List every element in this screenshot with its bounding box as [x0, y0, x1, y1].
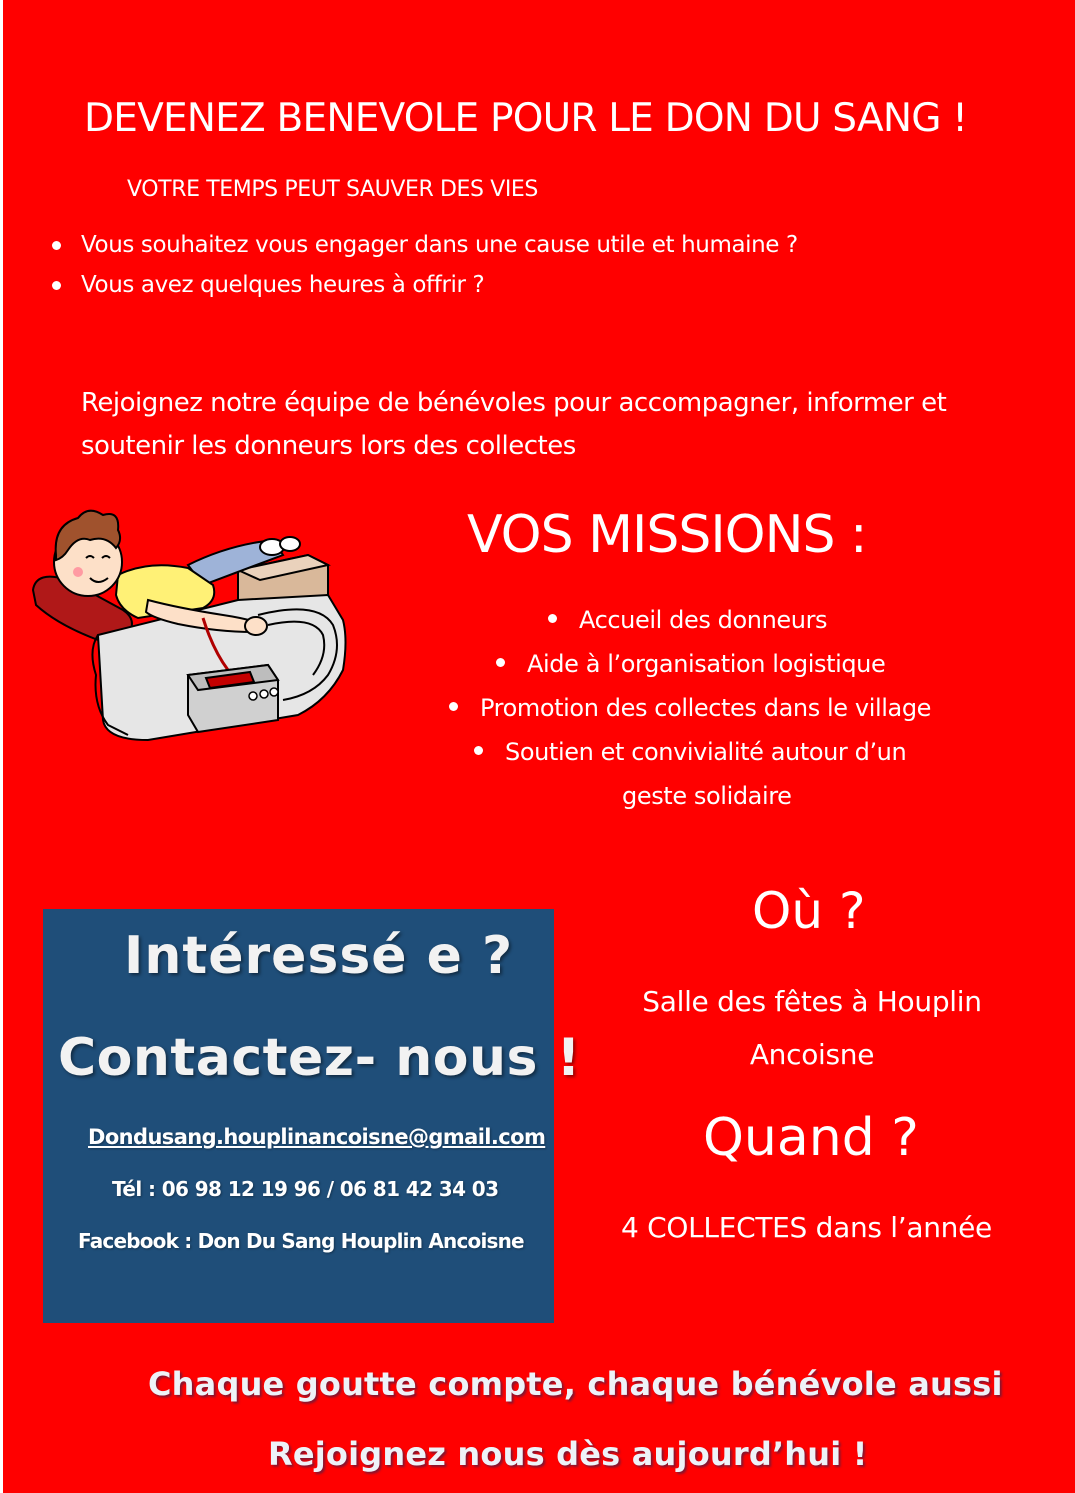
mission-item: [420, 644, 1000, 688]
when-title: Quand ?: [703, 1108, 919, 1168]
where-location-line: Salle des fêtes à Houplin: [642, 985, 982, 1018]
mission-text: Promotion des collectes dans le village: [480, 694, 932, 722]
page-title: DEVENEZ BENEVOLE POUR LE DON DU SANG !: [84, 96, 968, 141]
bullet-icon: [52, 241, 61, 250]
mission-item-continuation: [420, 776, 1000, 820]
bullet-icon: [474, 746, 483, 755]
intro-question-list: [48, 228, 798, 308]
blood-donor-icon: [28, 500, 358, 750]
mission-text: Soutien et convivialité autour d’un: [505, 738, 907, 766]
contact-heading-contact-us: Contactez- nous !: [58, 1028, 581, 1088]
blood-donor-illustration: [28, 500, 358, 754]
footer-slogan: Chaque goutte compte, chaque bénévole aussi: [148, 1365, 1003, 1403]
footer-call-to-action: Rejoignez nous dès aujourd’hui !: [268, 1435, 868, 1473]
contact-email-link[interactable]: Dondusang.houplinancoisne@gmail.com: [88, 1125, 546, 1149]
contact-facebook: Facebook : Don Du Sang Houplin Ancoisne: [78, 1229, 524, 1253]
mission-text: Accueil des donneurs: [579, 606, 828, 634]
mission-item: [420, 600, 1000, 644]
bullet-icon: [548, 614, 557, 623]
bullet-icon: [52, 281, 61, 290]
missions-list: [420, 600, 1000, 820]
missions-title: VOS MISSIONS :: [467, 505, 867, 565]
mission-text: geste solidaire: [622, 782, 792, 810]
contact-heading-interested: Intéressé e ?: [124, 926, 514, 986]
intro-question-item: [48, 228, 798, 268]
intro-question-text: Vous avez quelques heures à offrir ?: [81, 272, 485, 298]
mission-text: Aide à l’organisation logistique: [527, 650, 886, 678]
intro-question-item: [48, 268, 798, 308]
join-paragraph: Rejoignez notre équipe de bénévoles pour accompagner, informer et soutenir les donneurs lors des collectes: [81, 388, 947, 461]
bullet-icon: [496, 658, 505, 667]
when-text: 4 COLLECTES dans l’année: [621, 1211, 992, 1244]
bullet-icon: [449, 702, 458, 711]
contact-phone: Tél : 06 98 12 19 96 / 06 81 42 34 03: [112, 1177, 499, 1201]
where-location-line: Ancoisne: [749, 1038, 875, 1071]
intro-question-text: Vous souhaitez vous engager dans une cause utile et humaine ?: [81, 232, 798, 258]
page-subtitle: VOTRE TEMPS PEUT SAUVER DES VIES: [127, 177, 539, 202]
where-title: Où ?: [752, 882, 866, 940]
mission-item: [420, 688, 1000, 732]
mission-item: [420, 732, 1000, 776]
